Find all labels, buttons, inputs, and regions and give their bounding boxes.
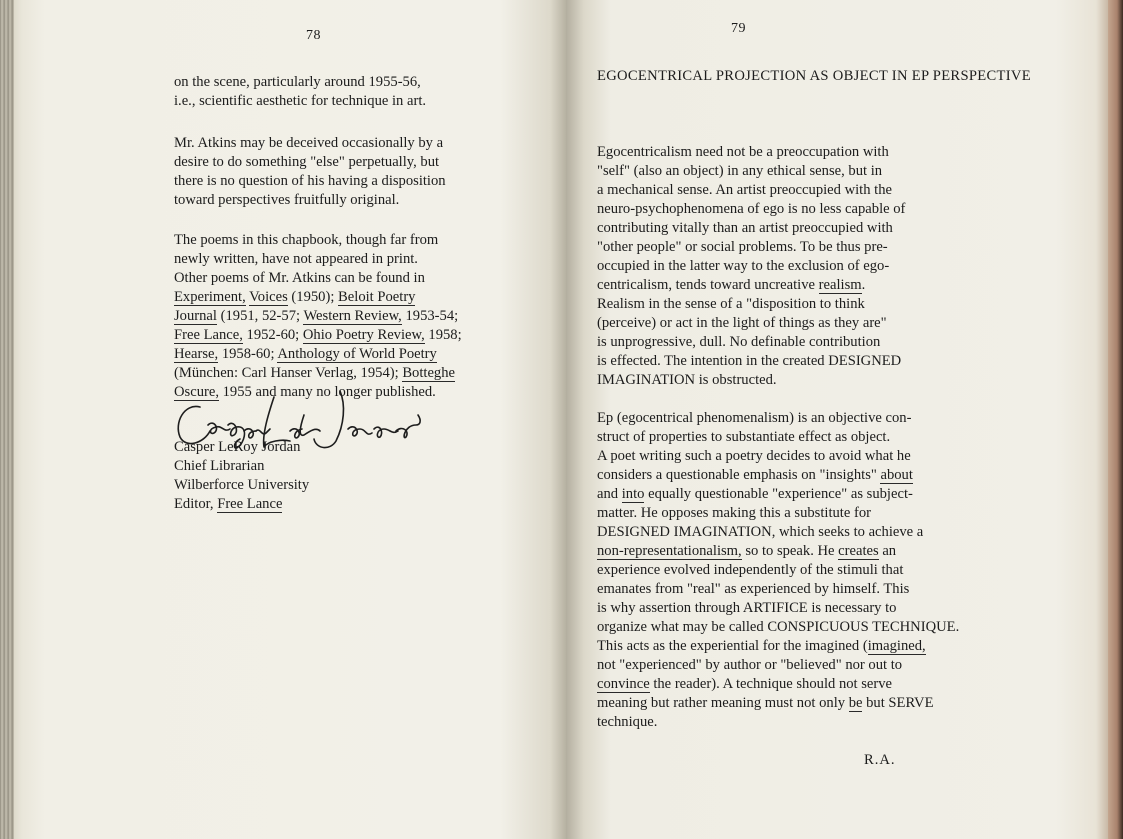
- emphasized-word: be: [848, 695, 863, 711]
- text-line: emanates from "real" as experienced by himself. This: [597, 581, 910, 597]
- emphasized-word: into: [621, 486, 645, 502]
- text-line: Realism in the sense of a "disposition to think: [597, 296, 865, 312]
- emphasized-word: creates: [838, 543, 879, 559]
- text-line: Mr. Atkins may be deceived occasionally by a: [174, 135, 444, 151]
- text-line: This acts as the experiential for the imagined (imagined,: [597, 638, 926, 654]
- publication-title: Ohio Poetry Review,: [302, 327, 425, 343]
- text-line: centricalism, tends toward uncreative realism.: [597, 277, 866, 293]
- signature-block: [174, 438, 309, 514]
- text-line: IMAGINATION is obstructed.: [597, 372, 777, 388]
- publication-title: Free Lance: [217, 496, 283, 512]
- text-line: there is no question of his having a disposition: [174, 173, 446, 189]
- text-line: The poems in this chapbook, though far from: [174, 232, 439, 248]
- text-line: Free Lance, 1952-60; Ohio Poetry Review, 1958;: [174, 327, 462, 343]
- left-paragraph-2: [174, 134, 446, 210]
- signature-name: Casper LeRoy Jordan: [174, 439, 301, 455]
- signature-title: Chief Librarian: [174, 458, 265, 474]
- text-line: Egocentricalism need not be a preoccupation with: [597, 144, 889, 160]
- emphasized-word: convince: [597, 676, 650, 692]
- text-line: on the scene, particularly around 1955-56,: [174, 74, 421, 90]
- essay-title: EGOCENTRICAL PROJECTION AS OBJECT IN EP PERSPECTIVE: [597, 68, 1031, 84]
- text-line: Ep (egocentrical phenomenalism) is an objective con-: [597, 410, 912, 426]
- text-line: meaning but rather meaning must not only be but SERVE: [597, 695, 934, 711]
- publication-title: Voices: [249, 289, 288, 305]
- left-paragraph-3: [174, 231, 462, 402]
- text-line: convince the reader). A technique should not serve: [597, 676, 893, 692]
- text-line: DESIGNED IMAGINATION, which seeks to achieve a: [597, 524, 924, 540]
- text-line: struct of properties to substantiate effect as object.: [597, 429, 891, 445]
- emphasized-word: non-representationalism,: [597, 543, 742, 559]
- text-line: Hearse, 1958-60; Anthology of World Poetry: [174, 346, 437, 362]
- publication-title: Hearse,: [174, 346, 219, 362]
- text-line: is why assertion through ARTIFICE is necessary to: [597, 600, 897, 616]
- text-line: toward perspectives fruitfully original.: [174, 192, 400, 208]
- publication-title: Journal: [174, 308, 217, 324]
- text-line: (perceive) or act in the light of things as they are": [597, 315, 887, 331]
- text-line: not "experienced" by author or "believed" nor out to: [597, 657, 903, 673]
- publication-title: Botteghe: [402, 365, 456, 381]
- text-line: contributing vitally than an artist preoccupied with: [597, 220, 893, 236]
- text-line: is effected. The intention in the created DESIGNED: [597, 353, 902, 369]
- publication-title: Anthology of World Poetry: [277, 346, 437, 362]
- text-line: matter. He opposes making this a substitute for: [597, 505, 871, 521]
- text-line: a mechanical sense. An artist preoccupied with the: [597, 182, 893, 198]
- text-line: Experiment, Voices (1950); Beloit Poetry: [174, 289, 416, 305]
- text-line: Oscure, 1955 and many no longer published.: [174, 384, 436, 400]
- text-line: "self" (also an object) in any ethical sense, but in: [597, 163, 883, 179]
- emphasized-word: imagined,: [867, 638, 926, 654]
- right-cover-edge: [1108, 0, 1123, 839]
- text-line: "other people" or social problems. To be thus pre-: [597, 239, 888, 255]
- text-line: newly written, have not appeared in print.: [174, 251, 418, 267]
- emphasized-word: realism: [818, 277, 862, 293]
- text-line: occupied in the latter way to the exclusion of ego-: [597, 258, 890, 274]
- text-line: Journal (1951, 52-57; Western Review, 1953-54;: [174, 308, 459, 324]
- text-line: organize what may be called CONSPICUOUS TECHNIQUE.: [597, 619, 960, 635]
- publication-title: Western Review,: [303, 308, 402, 324]
- right-paragraph-1: [597, 143, 905, 390]
- right-paragraph-2: [597, 409, 959, 732]
- text-line: experience evolved independently of the stimuli that: [597, 562, 904, 578]
- publication-title: Oscure,: [174, 384, 219, 400]
- text-line: is unprogressive, dull. No definable contribution: [597, 334, 881, 350]
- text-line: considers a questionable emphasis on "insights" about: [597, 467, 913, 483]
- signature-institution: Wilberforce University: [174, 477, 310, 493]
- text-line: non-representationalism, so to speak. He creates an: [597, 543, 897, 559]
- text-line: neuro-psychophenomena of ego is no less capable of: [597, 201, 906, 217]
- text-line: Other poems of Mr. Atkins can be found in: [174, 270, 425, 286]
- left-paragraph-1: [174, 73, 426, 111]
- text-line: technique.: [597, 714, 658, 730]
- emphasized-word: about: [880, 467, 913, 483]
- left-page-edges: [0, 0, 14, 839]
- text-line: i.e., scientific aesthetic for technique in art.: [174, 93, 427, 109]
- text-line: A poet writing such a poetry decides to avoid what he: [597, 448, 911, 464]
- text-line: desire to do something "else" perpetually, but: [174, 154, 440, 170]
- text-line: and into equally questionable "experience" as subject-: [597, 486, 913, 502]
- publication-title: Free Lance,: [174, 327, 243, 343]
- text-line: (München: Carl Hanser Verlag, 1954); Botteghe: [174, 365, 456, 381]
- signature-editor: Editor, Free Lance: [174, 496, 283, 512]
- publication-title: Experiment,: [174, 289, 246, 305]
- page-number-left: 78: [306, 28, 321, 43]
- page-number-right: 79: [731, 21, 746, 36]
- author-initials: R.A.: [864, 752, 896, 768]
- publication-title: Beloit Poetry: [338, 289, 416, 305]
